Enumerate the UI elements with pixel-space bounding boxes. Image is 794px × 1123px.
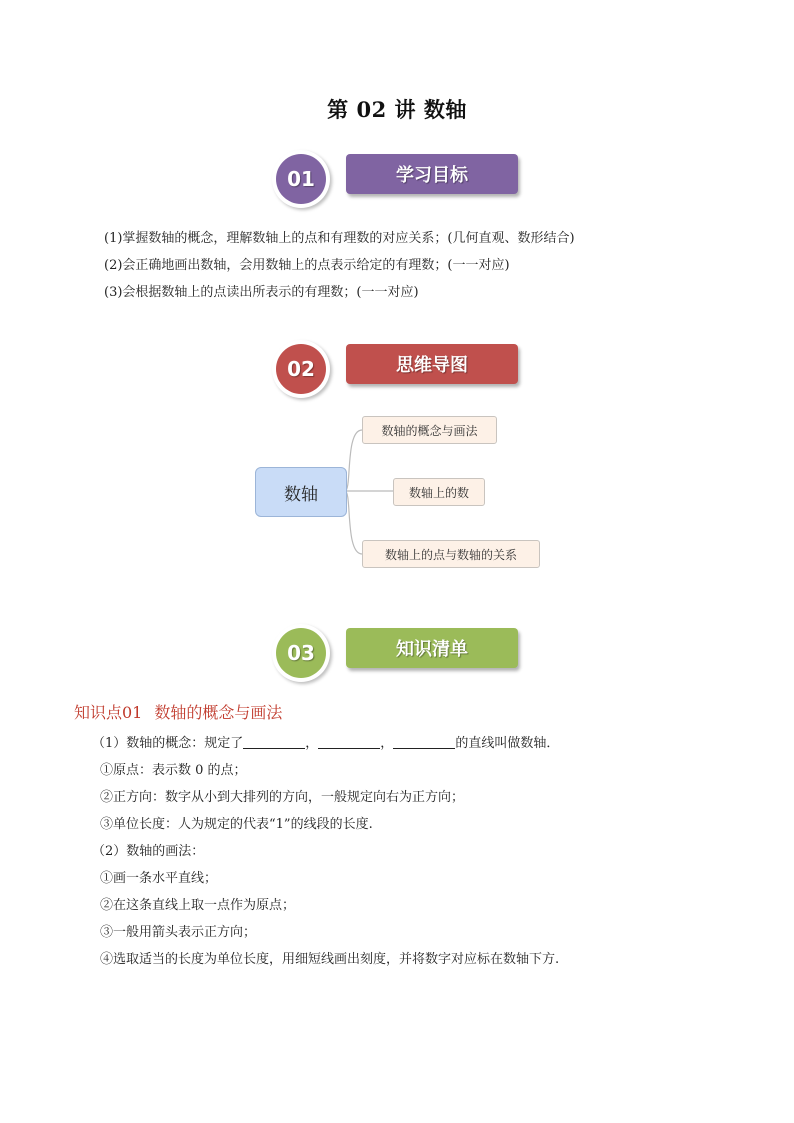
definition-line [92, 730, 559, 757]
mindmap-branch: 数轴的概念与画法 [362, 416, 497, 444]
section-number: 03 [276, 628, 326, 678]
list-item: ④选取适当的长度为单位长度，用细短线画出刻度，并将数字对应标在数轴下方. [100, 952, 560, 967]
section-number: 01 [276, 154, 326, 204]
fill-blank[interactable] [393, 734, 455, 749]
list-item: ①画一条水平直线； [100, 871, 218, 886]
mindmap-root: 数轴 [255, 467, 347, 517]
section-label: 知识清单 [346, 628, 518, 668]
goal-item: (2)会正确地画出数轴，会用数轴上的点表示给定的有理数；(一一对应) [104, 258, 510, 273]
separator: ， [380, 736, 394, 751]
knowledge-content [92, 730, 559, 973]
section-header-knowledge [272, 624, 532, 684]
section-label: 思维导图 [346, 344, 518, 384]
definition-prefix: （1）数轴的概念：规定了 [92, 736, 244, 751]
goal-item: (3)会根据数轴上的点读出所表示的有理数；(一一对应) [104, 285, 419, 300]
fill-blank[interactable] [243, 734, 305, 749]
goal-item: (1)掌握数轴的概念，理解数轴上的点和有理数的对应关系；(几何直观、数形结合) [104, 231, 575, 246]
section-number-badge [272, 624, 330, 682]
list-item: ①原点：表示数 0 的点； [100, 763, 247, 778]
section-number: 02 [276, 344, 326, 394]
drawing-heading: （2）数轴的画法： [92, 844, 205, 859]
mindmap-branch: 数轴上的点与数轴的关系 [362, 540, 540, 568]
list-item: ②在这条直线上取一点作为原点； [100, 898, 296, 913]
separator: ， [305, 736, 319, 751]
section-label: 学习目标 [346, 154, 518, 194]
knowledge-point-heading [74, 700, 282, 723]
definition-suffix: 的直线叫做数轴． [455, 736, 560, 751]
list-item: ③一般用箭头表示正方向； [100, 925, 257, 940]
mindmap-branch: 数轴上的数 [393, 478, 485, 506]
knowledge-point-number: 知识点01 [74, 703, 143, 722]
list-item: ②正方向：数字从小到大排列的方向，一般规定向右为正方向； [100, 790, 465, 805]
knowledge-point-title: 数轴的概念与画法 [154, 703, 283, 722]
page-title: 第 02 讲 数轴 [327, 97, 467, 122]
fill-blank[interactable] [318, 734, 380, 749]
list-item: ③单位长度：人为规定的代表“1”的线段的长度. [100, 817, 373, 832]
